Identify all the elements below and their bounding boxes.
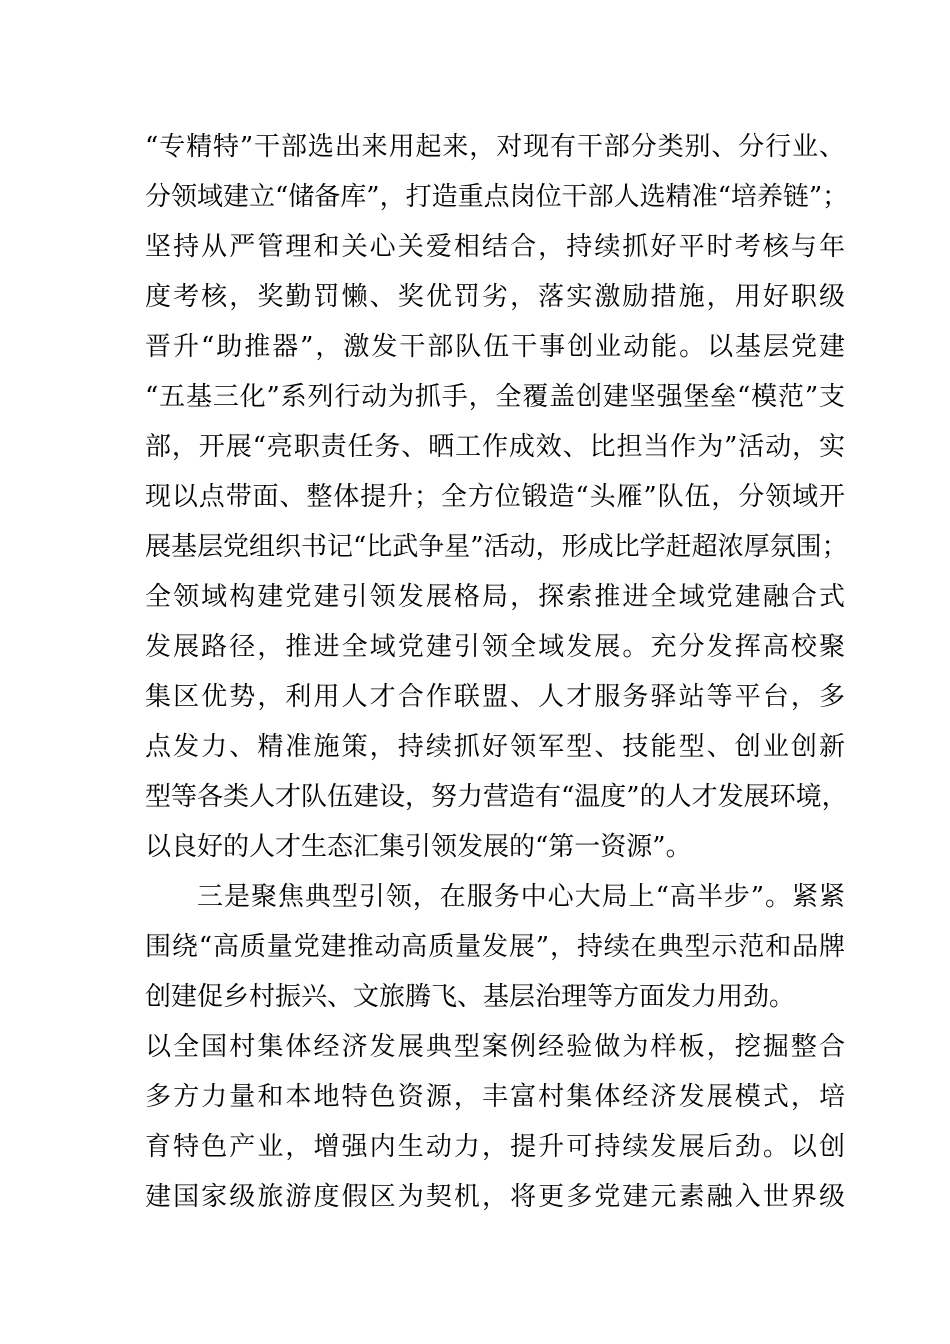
line-text: 以良好的人才生态汇集引领发展的“第一资源”。 (145, 832, 692, 862)
text-line (145, 172, 849, 222)
text-line (145, 572, 845, 622)
line-text: 发展路径，推进全域党建引领全域发展。充分发挥高校聚 (145, 632, 845, 662)
text-line (145, 122, 845, 172)
line-text: 育特色产业，增强内生动力，提升可持续发展后劲。以创 (145, 1132, 845, 1162)
text-line (145, 522, 848, 572)
line-text: 现以点带面、整体提升；全方位锻造“头雁”队伍，分领域开 (145, 482, 845, 512)
text-line (145, 1022, 845, 1072)
line-text: 点发力、精准施策，持续抓好领军型、技能型、创业创新 (145, 732, 845, 762)
text-line (145, 322, 845, 372)
line-text: 分领域建立“储备库”，打造重点岗位干部人选精准“培养链”； (145, 182, 849, 212)
text-line (145, 1072, 845, 1122)
line-text: 坚持从严管理和关心关爱相结合，持续抓好平时考核与年 (145, 232, 845, 262)
paragraph-first-line (145, 872, 845, 922)
line-text: 以全国村集体经济发展典型案例经验做为样板，挖掘整合 (145, 1032, 845, 1062)
text-line (145, 772, 848, 822)
text-line (145, 822, 845, 872)
text-line (145, 972, 845, 1022)
line-text: 度考核，奖勤罚懒、奖优罚劣，落实激励措施，用好职级 (145, 282, 845, 312)
line-text: “五基三化”系列行动为抓手，全覆盖创建坚强堡垒“模范”支 (145, 382, 845, 412)
line-text: 创建促乡村振兴、文旅腾飞、基层治理等方面发力用劲。 (145, 982, 796, 1012)
text-line (145, 422, 845, 472)
line-text: 部，开展“亮职责任务、晒工作成效、比担当作为”活动，实 (145, 432, 845, 462)
text-line (145, 1122, 845, 1172)
body-text (145, 122, 849, 1222)
line-text: 晋升“助推器”，激发干部队伍干事创业动能。以基层党建 (145, 332, 845, 362)
line-text: 全领域构建党建引领发展格局，探索推进全域党建融合式 (145, 582, 845, 612)
text-line (145, 722, 845, 772)
text-line (145, 1172, 845, 1222)
text-line (145, 222, 845, 272)
line-text: 多方力量和本地特色资源，丰富村集体经济发展模式，培 (145, 1082, 845, 1112)
line-text: 集区优势，利用人才合作联盟、人才服务驿站等平台，多 (145, 682, 845, 712)
line-text: 展基层党组织书记“比武争星”活动，形成比学赶超浓厚氛围； (145, 532, 848, 562)
line-text: 建国家级旅游度假区为契机，将更多党建元素融入世界级 (145, 1182, 845, 1212)
text-line (145, 922, 845, 972)
text-line (145, 372, 845, 422)
line-text: “专精特”干部选出来用起来，对现有干部分类别、分行业、 (145, 132, 845, 162)
line-text: 型等各类人才队伍建设，努力营造有“温度”的人才发展环境， (145, 782, 848, 812)
line-text: 围绕“高质量党建推动高质量发展”，持续在典型示范和品牌 (145, 932, 845, 962)
text-line (145, 672, 845, 722)
text-line (145, 272, 845, 322)
line-text: 三是聚焦典型引领，在服务中心大局上“高半步”。紧紧 (197, 882, 845, 912)
text-line (145, 472, 845, 522)
text-line (145, 622, 845, 672)
